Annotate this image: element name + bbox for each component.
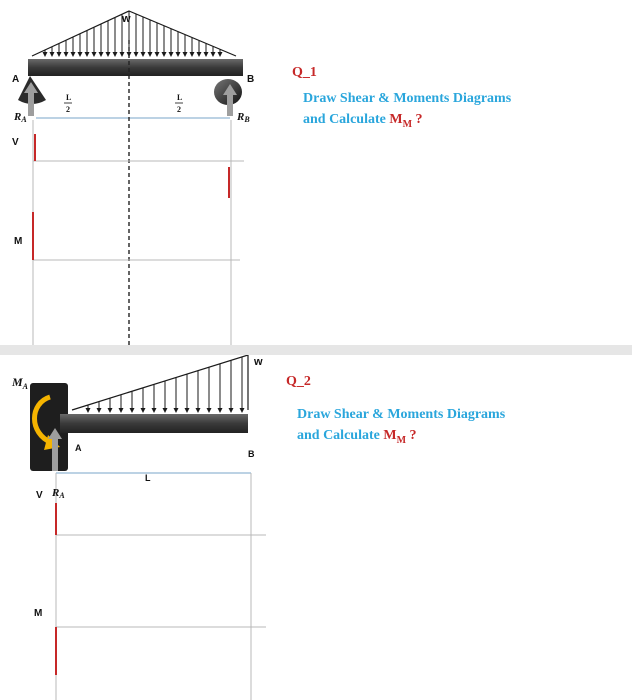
q2-reaction-label: RA <box>52 487 65 500</box>
q2-distributed-load-arrows <box>86 357 245 413</box>
q2-load-arrow <box>207 367 212 413</box>
q1-prompt <box>303 88 511 135</box>
q1-reaction-b-label: RB <box>237 111 250 124</box>
q2-load-arrow <box>218 364 223 413</box>
q2-load-arrow <box>152 384 157 413</box>
q1-load-arrow <box>99 24 104 57</box>
q2-load-outline <box>72 355 248 410</box>
q2-beam <box>60 414 248 433</box>
q1-load-arrow <box>64 40 69 57</box>
q2-prompt-line1: Draw Shear & Moments Diagrams <box>297 407 506 422</box>
q2-load-arrow <box>108 398 113 413</box>
q1-load-arrow <box>71 37 76 57</box>
q2-load-arrow <box>97 402 102 413</box>
q1-load-arrow <box>141 17 146 57</box>
q2-point-a-label: A <box>75 443 82 453</box>
q1-load-arrow <box>176 32 181 57</box>
q1-load-arrow <box>211 46 216 57</box>
q2-moment-diagram-label: M <box>34 608 43 619</box>
q1-load-outline <box>32 11 236 56</box>
q2-load-arrow <box>141 388 146 413</box>
q1-beam-diagram <box>0 0 632 345</box>
q1-load-arrow <box>113 17 118 57</box>
q1-load-arrow <box>106 21 111 57</box>
q2-load-arrow <box>86 405 91 413</box>
q1-load-arrow <box>183 35 188 57</box>
q1-load-arrow <box>134 14 139 57</box>
q1-load-arrow <box>92 27 97 57</box>
q1-load-label: w <box>122 13 131 25</box>
svg-text:2: 2 <box>66 105 70 114</box>
question-2-panel <box>0 355 632 700</box>
q2-load-arrow <box>240 357 245 413</box>
q1-half-span-left <box>64 93 72 114</box>
q2-load-arrow <box>174 378 179 414</box>
q2-load-arrow <box>196 371 201 413</box>
svg-text:L: L <box>66 93 72 102</box>
q1-load-arrow <box>50 47 55 57</box>
q1-half-span-right <box>175 93 183 114</box>
q2-length-label: L <box>145 473 151 483</box>
svg-text:2: 2 <box>177 105 181 114</box>
q1-load-arrow <box>78 34 83 57</box>
q1-load-arrow <box>197 40 202 57</box>
question-1-panel <box>0 0 632 345</box>
q2-shear-label: V <box>36 490 43 501</box>
q1-load-arrow <box>57 43 62 57</box>
q1-prompt-line2: and Calculate $M_M$ ? <box>303 112 423 130</box>
q1-load-arrow <box>204 43 209 57</box>
q2-prompt-line2: and Calculate $M_M$ ? <box>297 428 417 446</box>
q2-load-arrow <box>163 381 168 413</box>
q1-distributed-load-arrows <box>43 11 223 57</box>
q1-load-arrow <box>148 20 153 57</box>
q2-load-arrow <box>229 360 234 413</box>
q1-load-arrow <box>190 37 195 57</box>
q1-support-b-label: B <box>247 74 255 85</box>
q1-shear-label: V <box>12 137 19 148</box>
q1-reaction-a-label: RA <box>14 111 27 124</box>
q2-prompt <box>297 404 505 451</box>
q1-moment-label: M <box>14 236 23 247</box>
q2-point-b-label: B <box>248 449 255 459</box>
q1-support-a-label: A <box>12 74 20 85</box>
q1-beam <box>28 59 243 76</box>
q2-moment-label: $M_A$ <box>12 375 29 391</box>
q1-load-arrow <box>85 30 90 57</box>
q2-number: Q_2 <box>286 374 311 389</box>
q1-number: Q_1 <box>292 65 317 80</box>
q1-load-arrow <box>155 23 160 57</box>
q2-load-arrow <box>130 391 135 413</box>
q2-load-arrow <box>185 374 190 413</box>
q1-load-arrow <box>162 26 167 57</box>
q2-load-label: w <box>254 356 263 368</box>
q1-load-arrow <box>169 29 174 57</box>
q1-prompt-line1: Draw Shear & Moments Diagrams <box>303 91 512 106</box>
svg-text:L: L <box>177 93 183 102</box>
q2-load-arrow <box>119 395 124 413</box>
